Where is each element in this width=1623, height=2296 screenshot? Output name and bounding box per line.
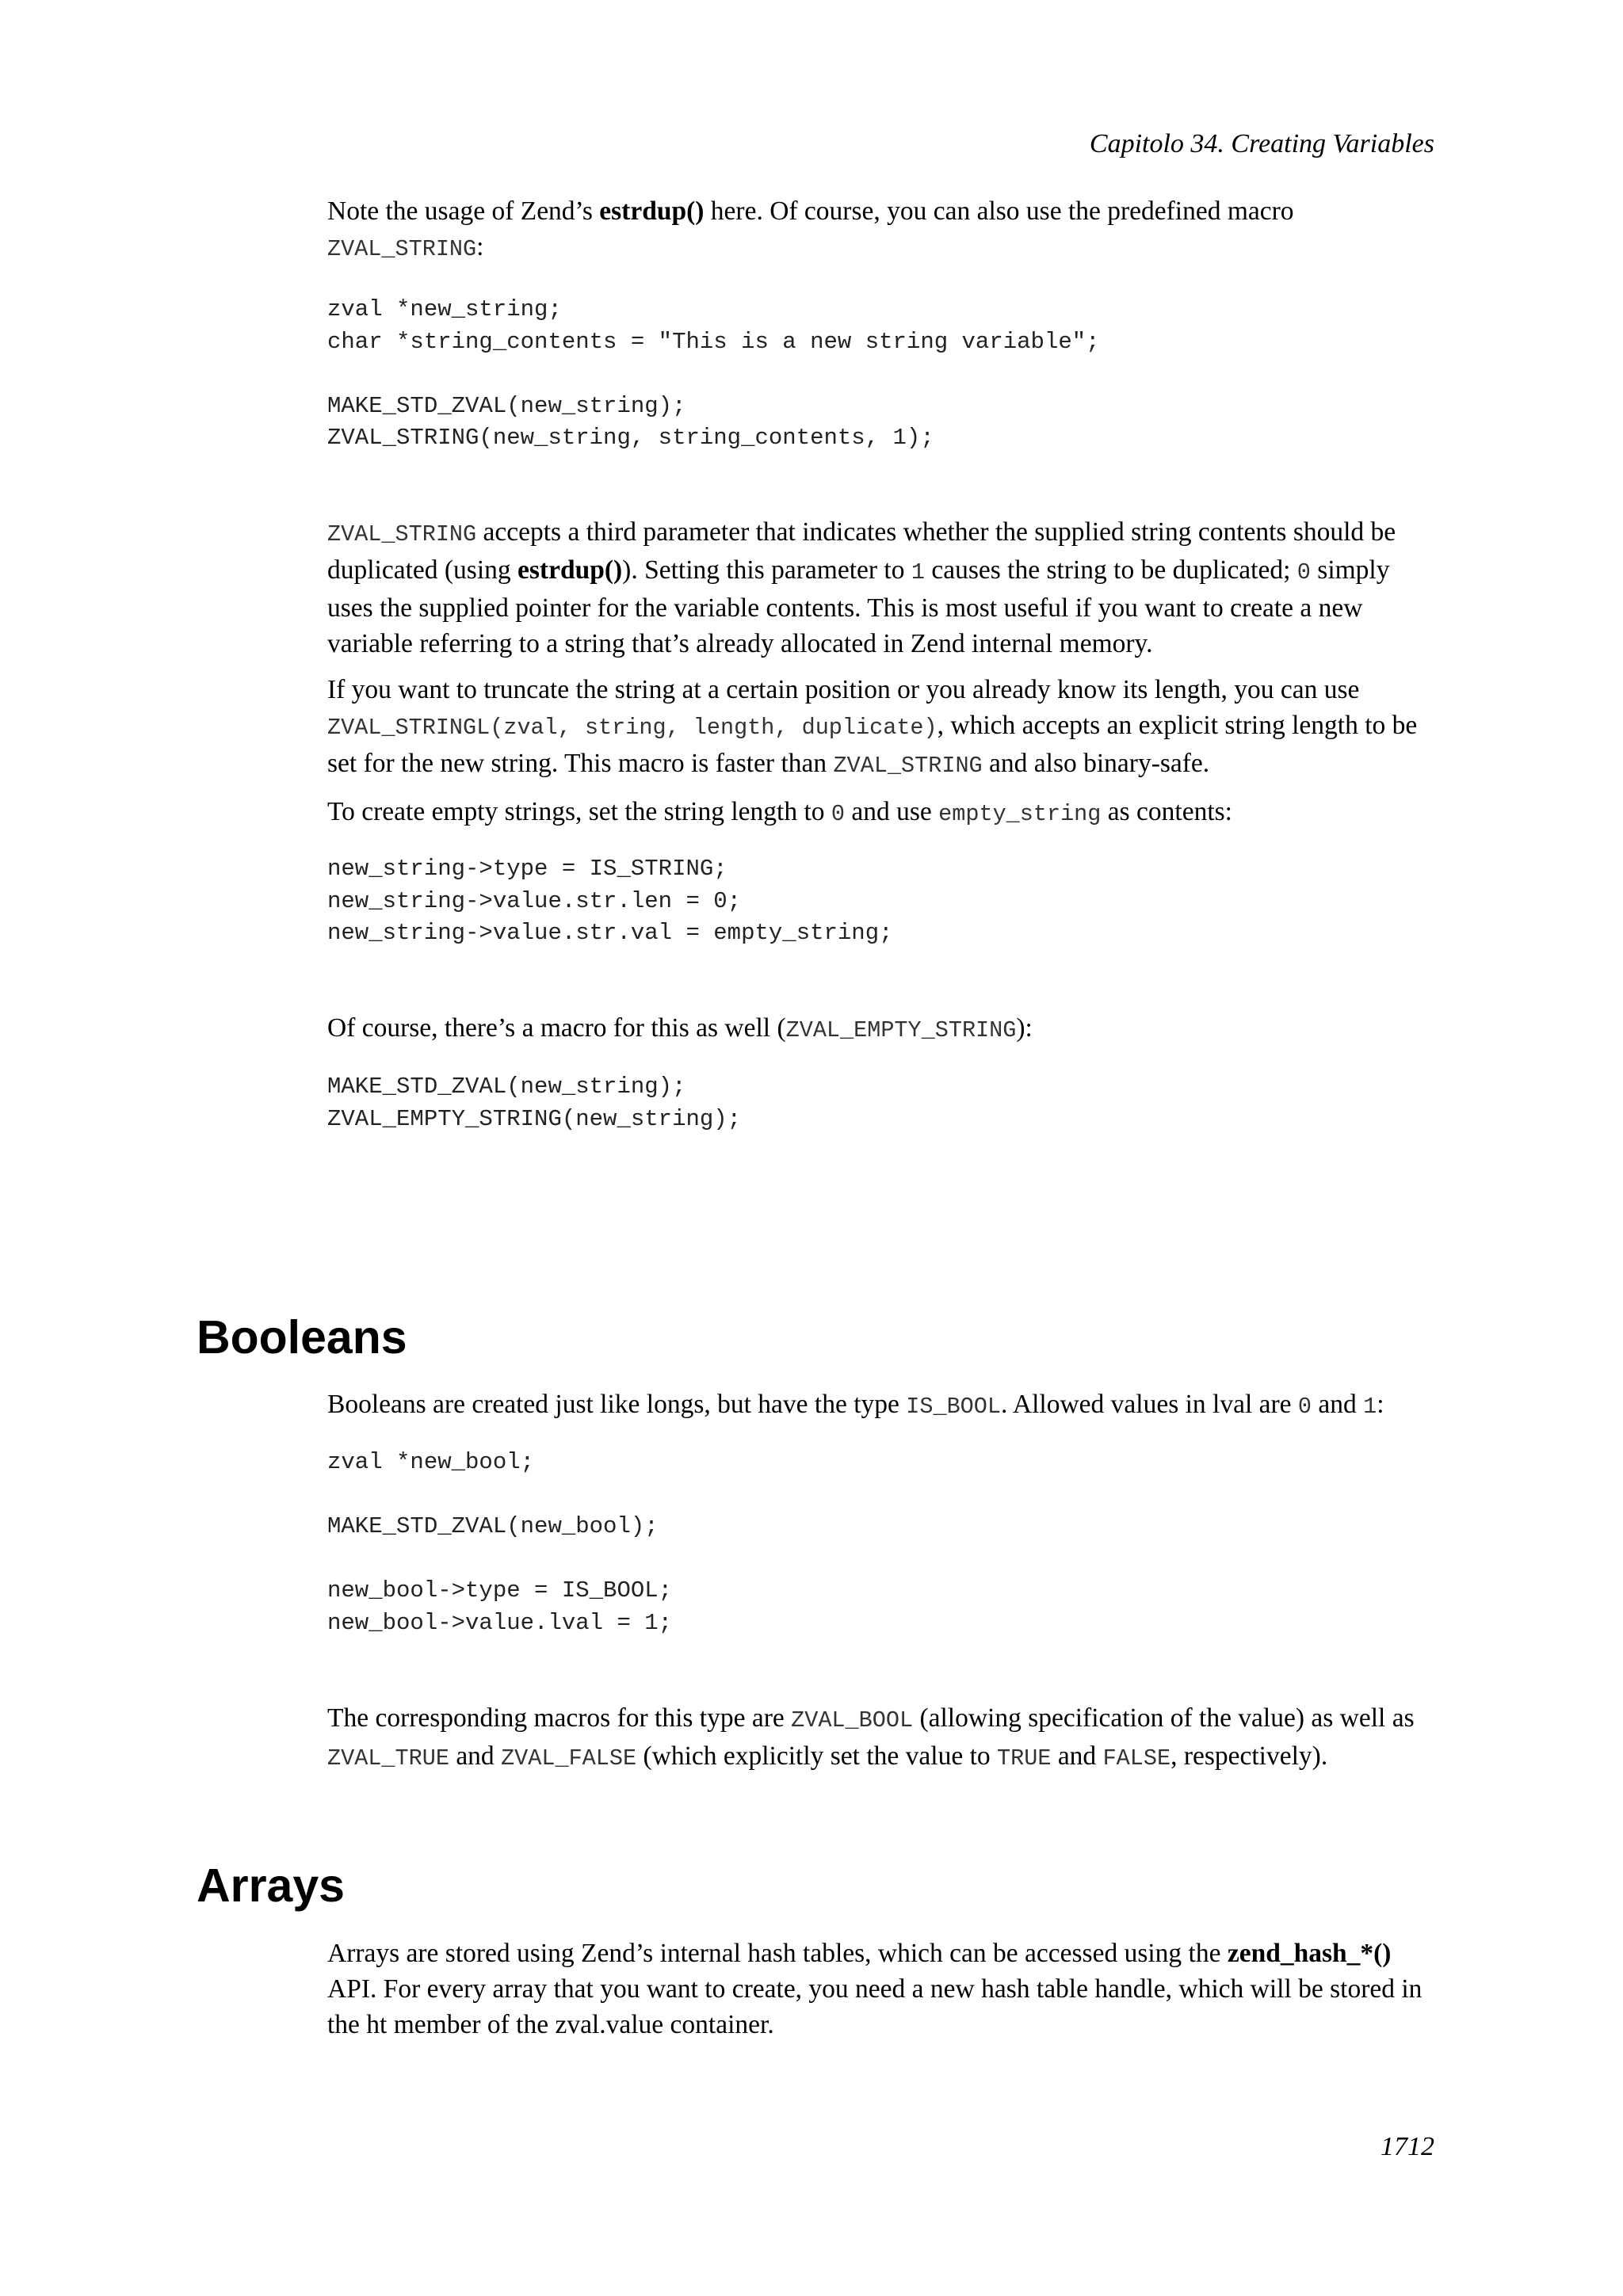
paragraph-zval-stringl (327, 672, 1437, 784)
text-span: , respectively). (1170, 1741, 1328, 1771)
paragraph-zval-string (327, 514, 1437, 662)
text-span: and use (845, 797, 939, 826)
code-line: zval *new_string; (327, 296, 562, 322)
code-block (327, 1447, 672, 1639)
text-span: here. Of course, you can also use the predefined macro (704, 196, 1294, 226)
inline-code: ZVAL_STRING (327, 236, 477, 262)
text-span: and also binary-safe. (982, 749, 1210, 778)
inline-code: ZVAL_STRINGL(zval, string, length, duplicate) (327, 715, 938, 741)
code-line: MAKE_STD_ZVAL(new_string); (327, 392, 686, 419)
booleans-macros-paragraph (327, 1700, 1437, 1776)
text-span: as contents: (1101, 797, 1232, 826)
code-line: zval *new_bool; (327, 1449, 535, 1475)
text-span: , which accepts an explicit string length to be set for the new string. This macro is faster than (327, 711, 1418, 778)
code-block (327, 294, 1100, 455)
text-span: Arrays are stored using Zend’s internal hash tables, which can be accessed using the (327, 1939, 1228, 1968)
booleans-paragraph (327, 1386, 1437, 1425)
text-span: The corresponding macros for this type are (327, 1703, 792, 1733)
text-span: accepts a third parameter that indicates whether the supplied string contents should be duplicated (using (327, 517, 1396, 585)
text-span: To create empty strings, set the string length to (327, 797, 831, 826)
text-span: (which explicitly set the value to (636, 1741, 998, 1771)
inline-code: FALSE (1102, 1745, 1171, 1772)
inline-code: 1 (911, 559, 925, 585)
text-span: . Allowed values in lval are (1001, 1390, 1298, 1419)
code-line: ZVAL_EMPTY_STRING(new_string); (327, 1105, 742, 1132)
code-line: new_string->value.str.len = 0; (327, 887, 742, 914)
inline-code: ZVAL_STRING (327, 521, 477, 547)
text-span: If you want to truncate the string at a certain position or you already know its length, you can use (327, 675, 1360, 704)
inline-code: ZVAL_EMPTY_STRING (785, 1017, 1017, 1043)
inline-code: ZVAL_STRING (833, 753, 983, 779)
text-span: ). Setting this parameter to (622, 555, 911, 585)
arrays-paragraph (327, 1936, 1437, 2042)
text-span: and (1051, 1741, 1103, 1771)
inline-code: 0 (1297, 1394, 1312, 1420)
text-span: and (1312, 1390, 1364, 1419)
inline-code: ZVAL_TRUE (327, 1745, 449, 1772)
text-span: Of course, there’s a macro for this as well ( (327, 1013, 786, 1043)
function-name: estrdup() (517, 555, 623, 585)
inline-code: 1 (1363, 1394, 1377, 1420)
function-name: estrdup() (599, 196, 705, 226)
section-heading-arrays: Arrays (197, 1859, 345, 1912)
code-line: MAKE_STD_ZVAL(new_string); (327, 1074, 686, 1100)
inline-code: 0 (1296, 559, 1311, 585)
text-span: : (1377, 1390, 1384, 1419)
code-line: ZVAL_STRING(new_string, string_contents, 1); (327, 425, 934, 451)
inline-code: IS_BOOL (906, 1394, 1001, 1420)
text-span: (allowing specification of the value) as well as (913, 1703, 1415, 1733)
text-span: API. For every array that you want to create, you need a new hash table handle, which will be stored in the ht member of the zval.value container. (327, 1974, 1423, 2039)
text-span: simply uses the supplied pointer for the variable contents. This is most useful if you want to create a new variable referring to a string that’s already allocated in Zend internal memory. (327, 555, 1390, 658)
code-line: char *string_contents = "This is a new string variable"; (327, 328, 1100, 355)
inline-code: 0 (831, 801, 845, 827)
inline-code: ZVAL_BOOL (791, 1707, 914, 1733)
running-header: Capitolo 34. Creating Variables (1089, 129, 1434, 158)
code-line: MAKE_STD_ZVAL(new_bool); (327, 1513, 659, 1539)
code-block (327, 1071, 741, 1135)
paragraph-empty-string-macro (327, 1010, 1437, 1048)
code-block (327, 853, 893, 950)
code-line: new_string->value.str.val = empty_string; (327, 920, 893, 946)
inline-code: TRUE (997, 1745, 1052, 1772)
inline-code: ZVAL_FALSE (501, 1745, 637, 1772)
code-line: new_bool->value.lval = 1; (327, 1609, 673, 1636)
intro-paragraph (327, 193, 1437, 267)
section-heading-booleans: Booleans (197, 1311, 407, 1363)
code-line (327, 1543, 672, 1576)
text-span: Booleans are created just like longs, but have the type (327, 1390, 907, 1419)
function-name: zend_hash_*() (1227, 1939, 1392, 1968)
paragraph-empty-strings (327, 794, 1437, 832)
page-number: 1712 (1381, 2132, 1434, 2161)
code-line: new_bool->type = IS_BOOL; (327, 1577, 673, 1604)
text-span: Note the usage of Zend’s (327, 196, 600, 226)
text-span: : (476, 232, 484, 261)
code-line (327, 1479, 672, 1512)
text-span: causes the string to be duplicated; (924, 555, 1297, 585)
code-line (327, 358, 1100, 391)
text-span: and (449, 1741, 502, 1771)
inline-code: empty_string (938, 801, 1102, 827)
text-span: ): (1016, 1013, 1033, 1043)
code-line: new_string->type = IS_STRING; (327, 856, 727, 882)
